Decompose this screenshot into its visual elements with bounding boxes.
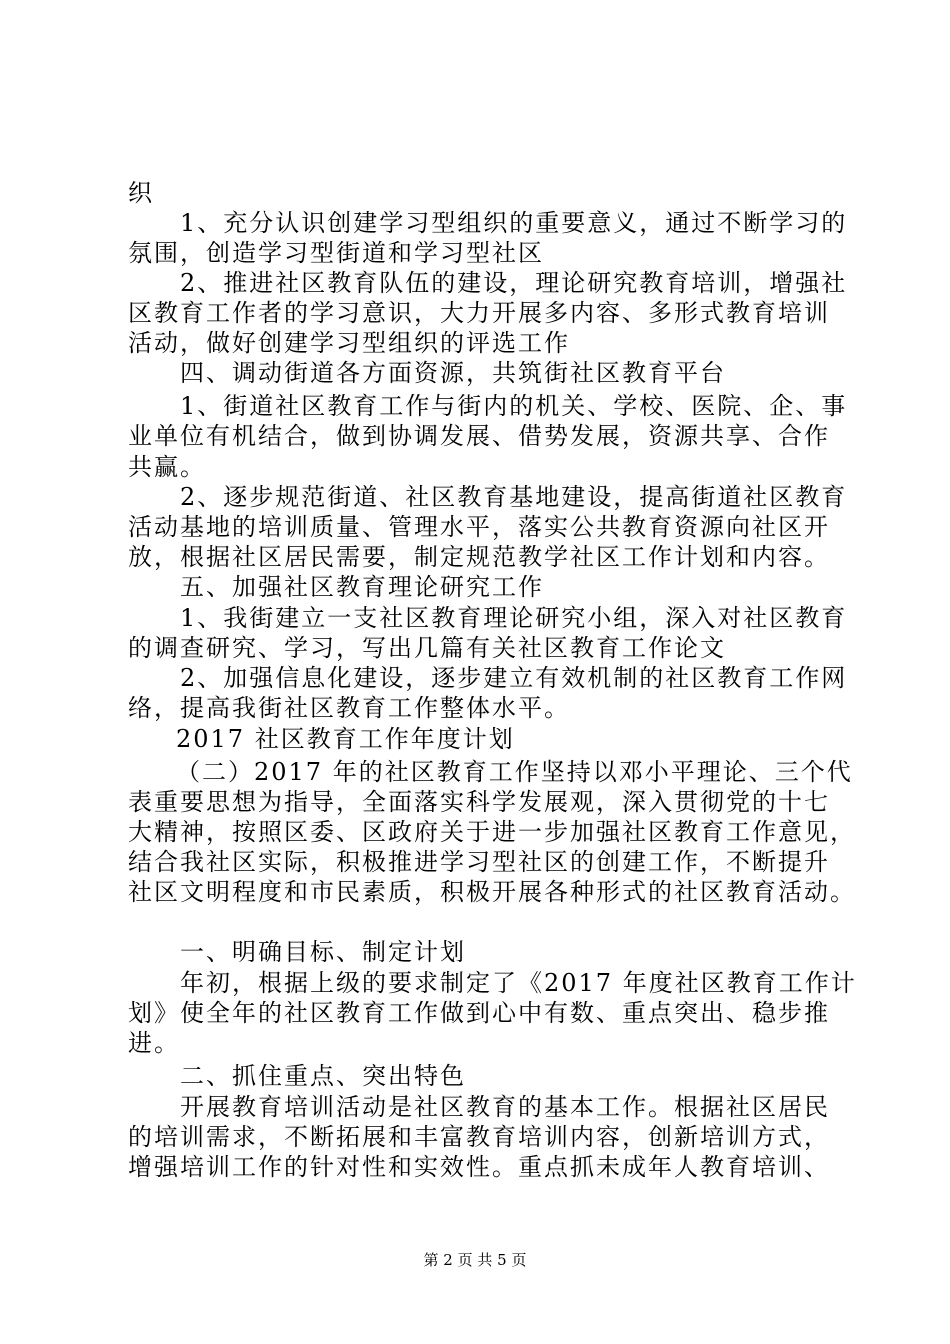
text-line: 活动，做好创建学习型组织的评选工作: [128, 329, 570, 357]
text-line: 划》使全年的社区教育工作做到心中有数、重点突出、稳步推: [128, 999, 830, 1027]
text-line: 结合我社区实际，积极推进学习型社区的创建工作，不断提升: [128, 848, 830, 876]
text-line: 开展教育培训活动是社区教育的基本工作。根据社区居民: [180, 1093, 830, 1121]
text-line: 络，提高我街社区教育工作整体水平。: [128, 694, 570, 722]
text-line: 共赢。: [128, 453, 206, 481]
text-line: 2、逐步规范街道、社区教育基地建设，提高街道社区教育: [180, 483, 848, 511]
text-line: 年初，根据上级的要求制定了《2017 年度社区教育工作计: [180, 969, 857, 997]
section-heading: 一、明确目标、制定计划: [180, 938, 466, 966]
text-line: 1、充分认识创建学习型组织的重要意义，通过不断学习的: [180, 209, 848, 237]
text-line: 2、推进社区教育队伍的建设，理论研究教育培训，增强社: [180, 269, 848, 297]
section-heading: 二、抓住重点、突出特色: [180, 1062, 466, 1090]
text-line: 的培训需求，不断拓展和丰富教育培训内容，创新培训方式，: [128, 1123, 830, 1151]
section-heading: 四、调动街道各方面资源，共筑街社区教育平台: [180, 359, 726, 387]
section-heading: 五、加强社区教育理论研究工作: [180, 573, 544, 601]
text-line: 1、我街建立一支社区教育理论研究小组，深入对社区教育: [180, 604, 848, 632]
text-line: 区教育工作者的学习意识，大力开展多内容、多形式教育培训: [128, 299, 830, 327]
text-line: 进。: [128, 1029, 180, 1057]
text-line: 1、街道社区教育工作与街内的机关、学校、医院、企、事: [180, 392, 848, 420]
text-line: 表重要思想为指导，全面落实科学发展观，深入贯彻党的十七: [128, 788, 830, 816]
text-line: 氛围，创造学习型街道和学习型社区: [128, 239, 544, 267]
text-line: 织: [128, 179, 154, 207]
text-line: （二）2017 年的社区教育工作坚持以邓小平理论、三个代: [176, 758, 853, 786]
text-line: 2、加强信息化建设，逐步建立有效机制的社区教育工作网: [180, 664, 848, 692]
text-line: 社区文明程度和市民素质，积极开展各种形式的社区教育活动。: [128, 878, 856, 906]
text-line: 放，根据社区居民需要，制定规范教学社区工作计划和内容。: [128, 543, 830, 571]
text-line: 增强培训工作的针对性和实效性。重点抓未成年人教育培训、: [128, 1153, 830, 1181]
text-line: 活动基地的培训质量、管理水平，落实公共教育资源向社区开: [128, 513, 830, 541]
text-line: 的调查研究、学习，写出几篇有关社区教育工作论文: [128, 634, 726, 662]
text-line: 业单位有机结合，做到协调发展、借势发展，资源共享、合作: [128, 422, 830, 450]
text-line: 大精神，按照区委、区政府关于进一步加强社区教育工作意见，: [128, 818, 856, 846]
document-subtitle: 2017 社区教育工作年度计划: [176, 725, 515, 753]
page-footer: 第 2 页 共 5 页: [423, 1251, 527, 1269]
